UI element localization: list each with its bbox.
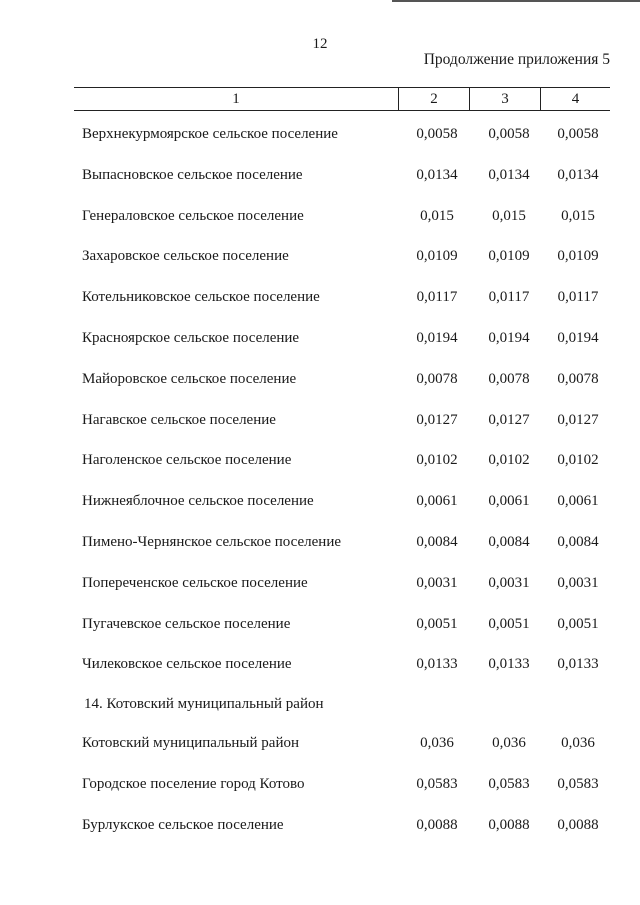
table-row [0, 289, 640, 313]
value-col-3: 0,0127 [488, 411, 530, 428]
appendix-note: Продолжение приложения 5 [423, 51, 610, 68]
value-col-3: 0,0134 [488, 166, 530, 183]
settlement-name: Нижнеяблочное сельское поселение [82, 493, 314, 510]
settlement-name: Майоровское сельское поселение [82, 370, 297, 387]
settlement-name: Котельниковское сельское поселение [82, 289, 320, 306]
value-col-2: 0,036 [420, 735, 454, 751]
top-rule [392, 0, 640, 2]
value-col-2: 0,0078 [416, 370, 458, 387]
value-col-2: 0,0117 [416, 289, 458, 306]
settlement-name: Верхнекурмоярское сельское поселение [82, 126, 338, 142]
settlement-name: Котовский муниципальный район [82, 735, 300, 751]
table-row [0, 167, 640, 191]
value-col-4: 0,0102 [557, 452, 599, 469]
value-col-3: 0,0084 [488, 534, 530, 550]
value-col-2: 0,0583 [416, 775, 458, 792]
table-row [0, 371, 640, 395]
table-row [0, 493, 640, 517]
settlement-name: Попереченское сельское поселение [82, 574, 308, 591]
settlement-name: Городское поселение город Котово [82, 775, 305, 792]
value-col-4: 0,0061 [557, 493, 599, 510]
value-col-4: 0,0058 [557, 126, 599, 142]
value-col-4: 0,0088 [557, 816, 599, 833]
value-col-3: 0,0058 [488, 126, 530, 142]
value-col-3: 0,0583 [488, 775, 530, 792]
settlement-name: Пугачевское сельское поселение [82, 615, 291, 632]
table-row [0, 330, 640, 354]
value-col-3: 0,0031 [488, 574, 530, 591]
value-col-4: 0,0051 [557, 615, 599, 632]
value-col-2: 0,0133 [416, 656, 458, 673]
value-col-2: 0,0194 [416, 330, 458, 346]
value-col-4: 0,0133 [557, 656, 599, 673]
value-col-2: 0,0084 [416, 534, 458, 550]
value-col-4: 0,0117 [557, 289, 599, 306]
value-col-4: 0,015 [561, 207, 595, 224]
settlement-name: Нагавское сельское поселение [82, 411, 276, 428]
header-col-3: 3 [501, 91, 509, 107]
section-title: 14. Котовский муниципальный район [84, 696, 324, 712]
table-row [0, 616, 640, 640]
settlement-name: Чилековское сельское поселение [82, 656, 292, 673]
value-col-3: 0,0109 [488, 248, 530, 265]
header-col-1: 1 [232, 91, 240, 107]
settlement-name: Пимено-Чернянское сельское поселение [82, 534, 342, 550]
value-col-4: 0,0084 [557, 534, 599, 550]
table-row [0, 656, 640, 680]
table-row [0, 776, 640, 800]
value-col-2: 0,0061 [416, 493, 458, 510]
table-row [0, 534, 640, 558]
value-col-3: 0,0088 [488, 816, 530, 833]
value-col-3: 0,0117 [488, 289, 530, 306]
table-row [0, 248, 640, 272]
value-col-4: 0,0194 [557, 330, 599, 346]
table-row [0, 575, 640, 599]
table-row [0, 735, 640, 759]
settlement-name: Красноярское сельское поселение [82, 330, 300, 346]
page-number: 12 [312, 36, 328, 52]
table-header [74, 87, 610, 111]
value-col-2: 0,0102 [416, 452, 458, 469]
value-col-3: 0,0194 [488, 330, 530, 346]
table-row [0, 412, 640, 436]
value-col-4: 0,0031 [557, 574, 599, 591]
value-col-2: 0,0058 [416, 126, 458, 142]
table-row [0, 452, 640, 476]
value-col-4: 0,0078 [557, 370, 599, 387]
value-col-3: 0,015 [492, 207, 526, 224]
value-col-2: 0,0127 [416, 411, 458, 428]
value-col-2: 0,015 [420, 207, 454, 224]
header-col-4: 4 [571, 91, 580, 107]
settlement-name: Генераловское сельское поселение [82, 207, 304, 224]
value-col-3: 0,0102 [488, 452, 530, 469]
value-col-3: 0,0078 [488, 370, 530, 387]
value-col-2: 0,0088 [416, 816, 458, 833]
settlement-name: Наголенское сельское поселение [82, 452, 292, 469]
table-row [0, 126, 640, 150]
value-col-4: 0,036 [561, 735, 595, 751]
value-col-4: 0,0109 [557, 248, 599, 265]
value-col-2: 0,0134 [416, 166, 458, 183]
value-col-3: 0,036 [492, 735, 526, 751]
table-row [0, 817, 640, 841]
header-col-2: 2 [430, 91, 438, 107]
table-row [0, 208, 640, 232]
value-col-3: 0,0133 [488, 656, 530, 673]
value-col-2: 0,0109 [416, 248, 458, 265]
value-col-4: 0,0134 [557, 166, 599, 183]
settlement-name: Захаровское сельское поселение [82, 248, 289, 265]
value-col-4: 0,0127 [557, 411, 599, 428]
value-col-3: 0,0051 [488, 615, 530, 632]
value-col-4: 0,0583 [557, 775, 599, 792]
value-col-2: 0,0051 [416, 615, 458, 632]
value-col-2: 0,0031 [416, 574, 458, 591]
value-col-3: 0,0061 [488, 493, 530, 510]
settlement-name: Бурлукское сельское поселение [82, 816, 284, 833]
settlement-name: Выпасновское сельское поселение [82, 166, 303, 183]
